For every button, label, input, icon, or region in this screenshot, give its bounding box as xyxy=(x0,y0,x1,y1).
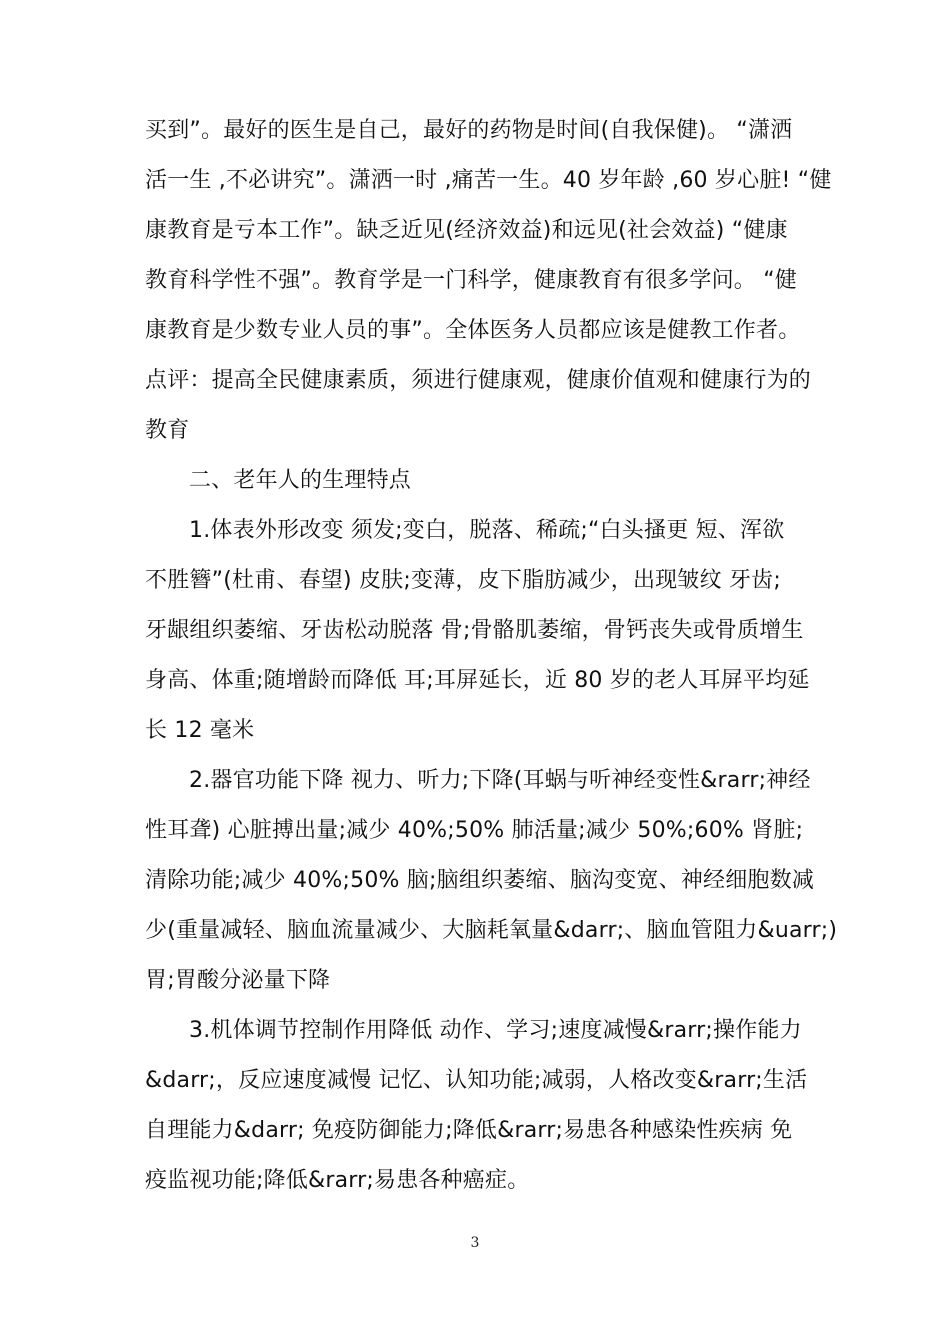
text-line: 长 12 毫米 xyxy=(145,718,255,743)
text-line: 1.体表外形改变 须发;变白，脱落、稀疏;“白头搔更 短、浑欲 xyxy=(189,518,785,543)
text-line: 买到”。最好的医生是自己，最好的药物是时间(自我保健)。 “潇洒 xyxy=(145,118,793,143)
text-line: 少(重量减轻、脑血流量减少、大脑耗氧量&darr;、脑血管阻力&uarr;) xyxy=(145,918,838,943)
section-heading: 二、老年人的生理特点 xyxy=(189,468,412,493)
text-line: 2.器官功能下降 视力、听力;下降(耳蜗与听神经变性&rarr;神经 xyxy=(189,768,811,793)
page-number: 3 xyxy=(470,1235,480,1251)
text-line: 康教育是亏本工作”。缺乏近见(经济效益)和远见(社会效益) “健康 xyxy=(145,218,788,243)
text-line: 胃;胃酸分泌量下降 xyxy=(145,968,331,993)
text-line: 点评：提高全民健康素质，须进行健康观，健康价值观和健康行为的 xyxy=(145,368,812,393)
text-line: 清除功能;减少 40%;50% 脑;脑组织萎缩、脑沟变宽、神经细胞数减 xyxy=(145,868,815,893)
text-line: 不胜簪”(杜甫、春望) 皮肤;变薄，皮下脂肪减少，出现皱纹 牙齿; xyxy=(145,568,781,593)
text-line: 自理能力&darr; 免疫防御能力;降低&rarr;易患各种感染性疾病 免 xyxy=(145,1118,793,1143)
text-line: 教育科学性不强”。教育学是一门科学，健康教育有很多学问。 “健 xyxy=(145,268,797,293)
text-line: 身高、体重;随增龄而降低 耳;耳屏延长，近 80 岁的老人耳屏平均延 xyxy=(145,668,810,693)
text-line: 康教育是少数专业人员的事”。全体医务人员都应该是健教工作者。 xyxy=(145,318,801,343)
text-line: &darr;，反应速度减慢 记忆、认知功能;减弱，人格改变&rarr;生活 xyxy=(145,1068,808,1093)
text-line: 教育 xyxy=(145,418,190,443)
text-line: 疫监视功能;降低&rarr;易患各种癌症。 xyxy=(145,1168,530,1193)
text-line: 牙龈组织萎缩、牙齿松动脱落 骨;骨骼肌萎缩，骨钙丧失或骨质增生 xyxy=(145,618,804,643)
text-line: 性耳聋) 心脏搏出量;减少 40%;50% 肺活量;减少 50%;60% 肾脏; xyxy=(145,818,804,843)
text-line: 活一生 ,不必讲究”。潇洒一时 ,痛苦一生。40 岁年龄 ,60 岁心脏! “健 xyxy=(145,168,832,193)
text-line: 3.机体调节控制作用降低 动作、学习;速度减慢&rarr;操作能力 xyxy=(189,1018,802,1043)
